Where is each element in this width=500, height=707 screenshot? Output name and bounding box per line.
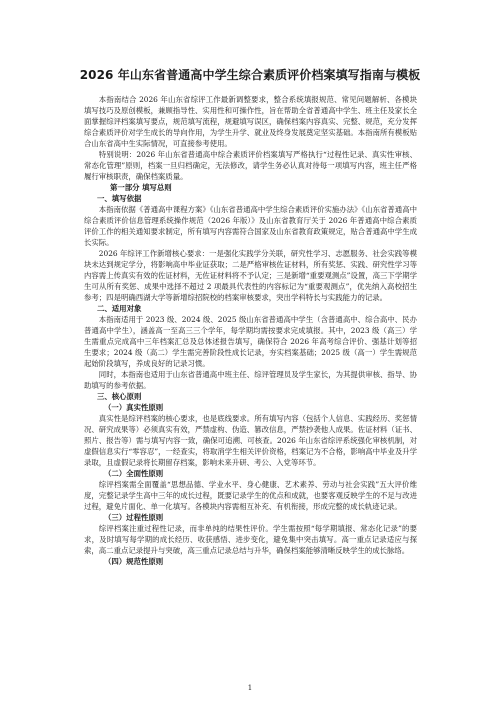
paragraph: 综评档案注重过程性记录，而非单纯的结果性评价。学生需按照“每学期填报、常态化记录”的要求，及时填写每学期的成长经历、收获感悟、进步变化，避免集中突击填写。高一重点记录适应与探索，高二重点记录提升与突破，高三重点记录总结与升华，确保档案能够清晰反映学生的成长脉络。 [84,524,417,555]
subsection-heading: （一）真实性原则 [104,403,164,412]
section-heading: 二、适用对象 [97,304,142,313]
paragraph: 真实性是综评档案的核心要求，也是底线要求。所有填写内容（包括个人信息、实践经历、奖惩情况、研究成果等）必须真实有效，严禁虚构、伪造、篡改信息，严禁抄袭他人成果。佐证材料（证书、照片、报告等）需与填写内容一致，确保可追溯、可核查。2026 年山东省综评系统强化审核机制，对虚假信息实行“零容忍”，一经查实，将取消学生相关评价资格，档案记为不合格，影响高中毕业及升学录取，且虚假记录将长期留存档案，影响未来升研、考公、入党等环节。 [84,414,417,467]
paragraph: 综评档案需全面覆盖“思想品德、学业水平、身心健康、艺术素养、劳动与社会实践”五大评价维度，完整记录学生高中三年的成长过程，既要记录学生的优点和成就，也要客观反映学生的不足与改进过程，避免片面化、单一化填写。各模块内容需相互补充、有机衔接，形成完整的成长轨迹记录。 [84,480,417,511]
subsection-heading: （二）全面性原则 [104,469,164,478]
document-body [84,94,417,567]
paragraph: 本指南适用于 2023 级、2024 级、2025 级山东省普通高中学生（含普通高中、综合高中、民办普通高中学生），涵盖高一至高三三个学年，每学期均需按要求完成填报。其中，2023 级（高三）学生需重点完成高中三年档案汇总及总体述报告填写，确保符合 2026 年高考综合评价、强基计划等招生要求；2024 级（高二）学生需完善阶段性成长记录，夯实档案基础；2025 级（高一）学生需规范起始阶段填写，养成良好的记录习惯。 [84,315,417,368]
paragraph: 特别说明：2026 年山东省普通高中综合素质评价档案填写严格执行“过程性记录、真实性审核、常态化管理”原则，档案一旦归档确定，无法修改，请学生务必认真对待每一项填写内容，班主任严格履行审核职责，确保档案质量。 [84,150,417,181]
document-title: 2026 年山东省普通高中学生综合素质评价档案填写指南与模板 [79,68,421,82]
page-number: 1 [247,684,253,692]
section-heading: 一、填写依据 [97,194,142,203]
subsection-heading: （三）过程性原则 [104,513,164,522]
paragraph: 同时，本指南也适用于山东省普通高中班主任、综评管理员及学生家长，为其提供审核、指导、协助填写的参考依据。 [84,370,417,390]
part-heading: 第一部分 填写总则 [110,183,172,192]
subsection-heading: （四）规范性原则 [104,557,164,566]
paragraph: 本指南依据《普通高中课程方案》《山东省普通高中学生综合素质评价实施办法》《山东省普通高中综合素质评价信息管理系统操作规范（2026 年版）》及山东省教育厅关于 2026 年普通高中综合素质评价工作的相关通知要求制定，所有填写内容需符合国家及山东省教育政策规定，贴合普通高中学生成长实际。 [84,205,417,247]
paragraph: 2026 年综评工作新增核心要求：一是强化实践学分关联，研究性学习、志愿服务、社会实践等模块未达到规定学分，将影响高中毕业证获取；二是严格审核佐证材料，所有奖惩、实践、研究性学习等内容需上传真实有效的佐证材料，无佐证材料将不予认定；三是新增“重要观测点”设置，高三下学期学生可从所有奖惩、成果中选择不超过 2 项最具代表性的内容标记为“重要观测点”，优先纳入高校招生参考；四是明确西湖大学等新增综招院校的档案审核要求，突出学科特长与实践能力的记录。 [84,249,417,302]
paragraph: 本指南结合 2026 年山东省综评工作最新调整要求，整合系统填报规范、常见问题解析、各模块填写技巧及原创模板，兼顾指导性、实用性和可操作性，旨在帮助全省普通高中学生、班主任及家长全面掌握综评档案填写要点，规范填写流程，规避填写误区，确保档案内容真实、完整、规范，充分发挥综合素质评价对学生成长的导向作用，为学生升学、就业及终身发展奠定坚实基础。本指南所有模板贴合山东省高中生实际情况，可直接参考使用。 [84,95,417,148]
section-heading: 三、核心原则 [97,392,142,401]
